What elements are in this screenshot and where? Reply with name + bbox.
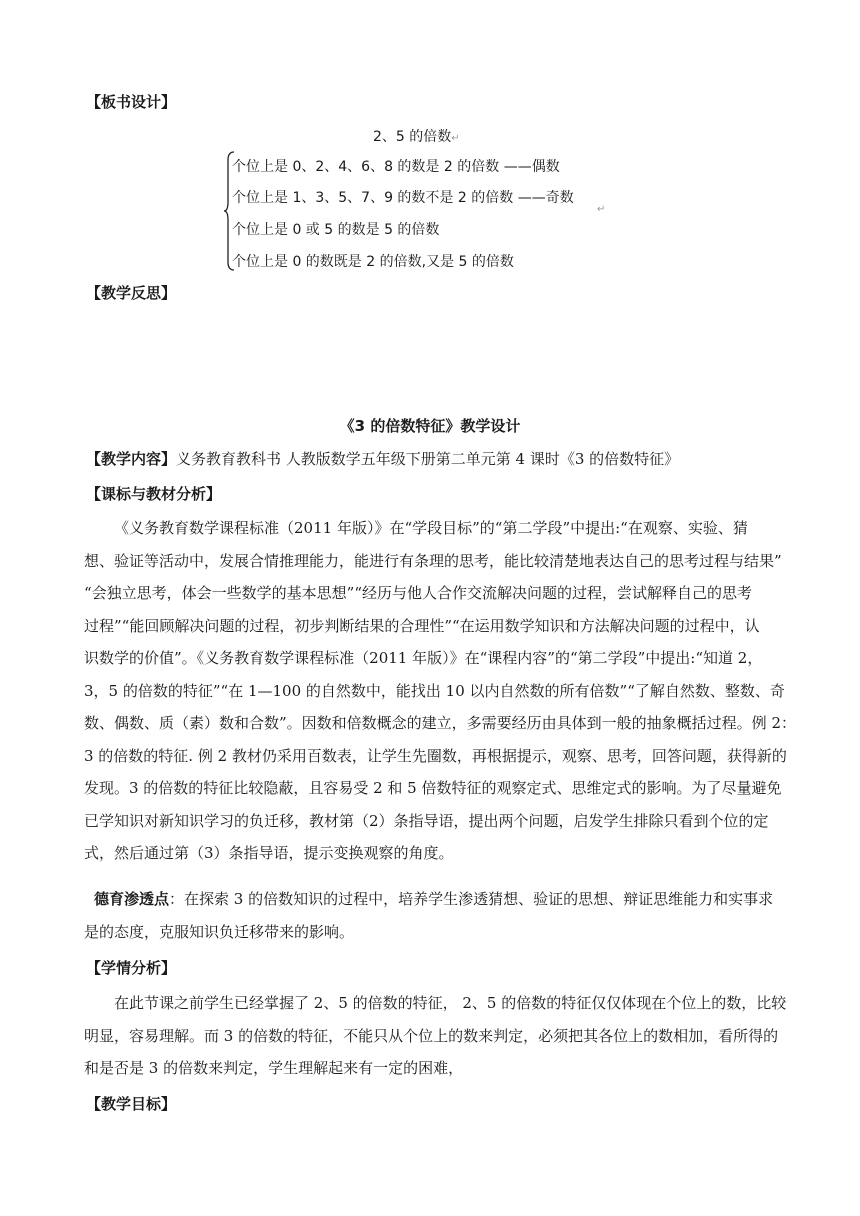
- analysis-line: 识数学的价值”。《义务教育数学课程标准（2011 年版）》在“课程内容”的“第二学段”中提出:“知道 2，: [84, 649, 763, 667]
- board-title: [373, 126, 460, 146]
- analysis-line: 3 的倍数的特征. 例 2 教材仍采用百数表，让学生先圈数，再根据提示，观察、思考，回答问题，获得新的: [84, 746, 787, 765]
- situation-line: 明显，容易理解。而 3 的倍数的特征，不能只从个位上的数来判定，必须把其各位上的数相加，看所得的: [84, 1026, 779, 1045]
- situation-heading: 【学情分析】: [86, 959, 177, 977]
- content-section: [86, 448, 679, 470]
- analysis-paragraph: [84, 512, 796, 870]
- analysis-line: 过程”“能回顾解决问题的过程，初步判断结果的合理性”“在运用数学知识和方法解决问题的过程中，认: [84, 616, 760, 635]
- content-text: 义务教育教科书 人教版数学五年级下册第二单元第 4 课时《3 的倍数特征》: [176, 450, 680, 468]
- content-heading: 【教学内容】: [86, 450, 177, 468]
- document-title: 《3 的倍数特征》教学设计: [339, 417, 521, 435]
- board-line-1: 个位上是 0、2、4、6、8 的数是 2 的倍数 ——偶数: [232, 159, 560, 175]
- analysis-line: 发现。3 的倍数的特征比较隐蔽，且容易受 2 和 5 倍数特征的观察定式、思维定式的影响。为了尽量避免: [84, 779, 782, 797]
- analysis-line: 《义务教育数学课程标准（2011 年版）》在“学段目标”的“第二学段”中提出:“在观察、实验、猜: [114, 519, 748, 537]
- return-mark-icon: ↵: [597, 204, 606, 215]
- situation-line: 和是否是 3 的倍数来判定，学生理解起来有一定的困难，: [84, 1059, 464, 1077]
- reflection-heading: 【教学反思】: [86, 284, 177, 302]
- analysis-line: 式，然后通过第（3）条指导语，提示变换观察的角度。: [84, 844, 454, 862]
- moral-text-1: 在探索 3 的倍数知识的过程中，培养学生渗透猜想、验证的思想、辩证思维能力和实事求: [184, 890, 774, 908]
- board-line-3: 个位上是 0 或 5 的数是 5 的倍数: [232, 222, 440, 238]
- return-mark-icon: ↵: [451, 133, 460, 144]
- analysis-line: 3，5 的倍数的特征”“在 1—100 的自然数中，能找出 10 以内自然数的所有倍数”“了解自然数、整数、奇: [84, 681, 785, 700]
- board-line-2: 个位上是 1、3、5、7、9 的数不是 2 的倍数 ——奇数: [232, 190, 574, 206]
- moral-colon: ：: [169, 890, 185, 908]
- analysis-line: 已学知识对新知识学习的负迁移，教材第（2）条指导语，提出两个问题，启发学生排除只看到个位的定: [84, 811, 769, 830]
- analysis-heading: 【课标与教材分析】: [86, 485, 222, 503]
- analysis-line: 数、偶数、质（素）数和合数”。因数和倍数概念的建立，多需要经历由具体到一般的抽象概括过程。例 2：: [84, 714, 796, 732]
- moral-line-1: [84, 883, 784, 916]
- situation-paragraph: [84, 987, 787, 1085]
- goals-heading: 【教学目标】: [86, 1095, 177, 1113]
- moral-line-2: 是的态度，克服知识负迁移带来的影响。: [84, 922, 355, 941]
- board-title-text: 2、5 的倍数: [373, 129, 452, 145]
- board-design-heading: 【板书设计】: [86, 93, 177, 111]
- moral-paragraph: [84, 883, 784, 948]
- moral-label: 德育渗透点: [94, 890, 170, 908]
- situation-line: 在此节课之前学生已经掌握了 2、5 的倍数的特征， 2、5 的倍数的特征仅仅体现在个位上的数，比较: [114, 994, 787, 1012]
- analysis-line: “会独立思考，体会一些数学的基本思想”“经历与他人合作交流解决问题的过程，尝试解释自己的思考: [84, 584, 753, 602]
- analysis-line: 想、验证等活动中，发展合情推理能力，能进行有条理的思考，能比较清楚地表达自己的思考过程与结果”: [84, 551, 782, 570]
- board-line-4: 个位上是 0 的数既是 2 的倍数,又是 5 的倍数: [232, 254, 514, 270]
